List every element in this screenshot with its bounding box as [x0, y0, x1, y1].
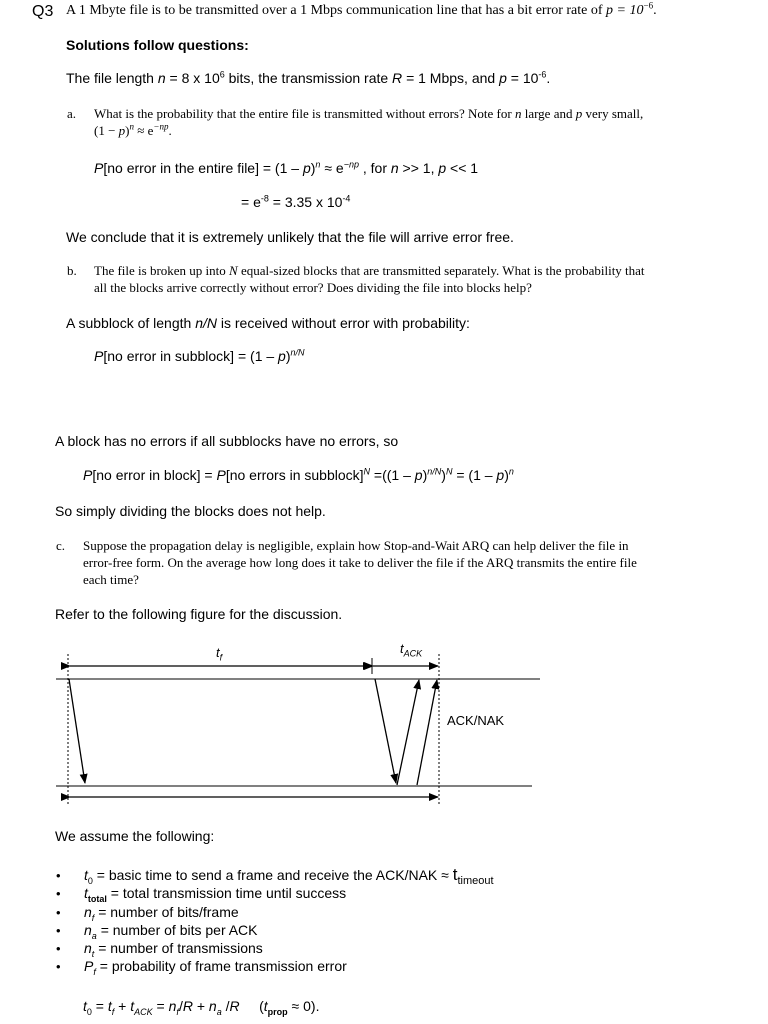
tack-label-t: t	[400, 641, 404, 656]
pb-eq2-b: [no errors in subblock]	[225, 467, 364, 483]
pa-eq1-e: >> 1,	[398, 160, 439, 176]
fl-R: R	[392, 70, 403, 86]
fl-text-6: .	[546, 70, 551, 86]
pb-eq2-P: P	[83, 467, 93, 483]
question-p: p = 10	[606, 3, 644, 18]
item-symbol: n	[84, 903, 92, 920]
tf-label-t: t	[216, 645, 220, 660]
pb-eq-P: P	[94, 348, 104, 364]
item-sub: t	[91, 948, 95, 959]
bullet: •	[56, 941, 61, 957]
part-c-refer: Refer to the following figure for the discussion.	[55, 606, 343, 622]
part-c-question-line2: error-free form. On the average how long does it take to deliver the file if the ARQ transmits the entire file	[83, 555, 637, 570]
item-text: = total transmission time until success	[106, 885, 347, 902]
pb-eq2-d: )	[422, 467, 428, 483]
fl-exp2: -6	[538, 69, 547, 80]
item-symbol: n	[84, 940, 92, 957]
pa-eq1-n: n	[390, 160, 399, 176]
fe-d: /	[178, 998, 183, 1014]
fe-tf: t	[107, 998, 112, 1014]
fl-exp: 6	[219, 69, 225, 80]
fe-subprop: prop	[267, 1006, 288, 1017]
part-c-question-line1: Suppose the propagation delay is negligible, explain how Stop-and-Wait ARQ can help deliver the file in	[83, 538, 629, 553]
pa-l2d: .	[168, 123, 172, 138]
fe-e: +	[192, 998, 209, 1014]
pa-eq2-b: = 3.35 x 10	[268, 194, 343, 210]
pa-eq2-exp: -8	[260, 193, 269, 204]
pb-eq2-expnN: n/N	[427, 466, 442, 477]
list-item	[56, 921, 494, 939]
list-item	[56, 865, 494, 887]
ack-nak-label: ACK/NAK	[447, 713, 505, 728]
pb-eq2-P2: P	[216, 467, 226, 483]
question-text-body: A 1 Mbyte file is to be transmitted over a 1 Mbps communication line that has a bit error rate of	[66, 3, 603, 18]
item-sub: f	[91, 912, 95, 923]
tack-label	[400, 641, 423, 659]
bullet: •	[56, 922, 61, 938]
final-equation	[83, 998, 320, 1017]
fe-R1: R	[182, 998, 193, 1014]
part-b-block-line: A block has no errors if all subblocks have no errors, so	[55, 433, 399, 449]
item-sub: f	[93, 967, 96, 978]
pb-eq-b: )	[285, 348, 291, 364]
ack-arrow-1	[397, 680, 419, 785]
list-item	[56, 884, 494, 905]
fl-text-4: = 1 Mbps, and	[406, 70, 496, 86]
pa-eq1-b: )	[310, 160, 316, 176]
pa-eq1-c: ≈ e	[320, 160, 344, 176]
pb-eq-p: p	[278, 348, 286, 364]
item-text: = probability of frame transmission error	[95, 958, 347, 975]
pb-sb-nN: n/N	[195, 315, 217, 331]
fl-text-2: = 8 x 10	[169, 70, 220, 86]
ack-arrow-2	[417, 680, 437, 785]
list-item	[56, 903, 494, 921]
pb-eq-a: [no error in subblock] = (1 –	[103, 348, 279, 364]
fe-R2: R	[229, 998, 240, 1014]
item-sub: 0	[87, 875, 93, 886]
pa-l2exp2: −np	[153, 121, 169, 132]
pa-l2exp: n	[129, 121, 135, 132]
item-sub: total	[87, 894, 107, 905]
item-text: = number of bits per ACK	[96, 921, 258, 938]
pb-eq2-c: =((1 –	[370, 467, 415, 483]
part-c-question-line3: each time?	[83, 572, 139, 587]
fl-text-5: = 10	[510, 70, 539, 86]
pa-l2c: ≈ e	[134, 123, 154, 138]
question-period: .	[653, 3, 657, 18]
fe-f: /	[221, 998, 230, 1014]
frame-arrow-first	[69, 679, 85, 783]
bullet: •	[56, 886, 61, 902]
part-b-conclusion: So simply dividing the blocks does not help.	[55, 503, 326, 519]
bullet: •	[56, 959, 61, 975]
fe-t0: t	[83, 998, 87, 1014]
fe-na: n	[208, 998, 217, 1014]
fe-subna: a	[216, 1006, 222, 1017]
fe-tprop: t	[263, 998, 268, 1014]
tf-label	[216, 645, 223, 663]
part-a-conclusion: We conclude that it is extremely unlikely that the file will arrive error free.	[66, 229, 514, 245]
item-text: = number of transmissions	[94, 940, 263, 957]
item-symbol: t	[84, 885, 88, 902]
part-c-letter: c.	[56, 538, 66, 553]
item-timeout-sub: timeout	[457, 874, 494, 887]
pa-eq1-a: [no error in the entire file] = (1 –	[103, 160, 303, 176]
pa-l2b: )	[125, 123, 130, 138]
part-b-letter: b.	[67, 263, 77, 278]
pb-l1b: equal-sized blocks that are transmitted separately. What is the probability that	[240, 263, 645, 278]
item-symbol: P	[84, 958, 94, 975]
assumptions-list	[56, 866, 494, 976]
pb-eq2-expN2: N	[445, 466, 453, 477]
fe-sub0: 0	[86, 1006, 92, 1017]
item-sub: a	[91, 930, 97, 941]
pa-n: n	[514, 106, 522, 121]
part-a-letter: a.	[67, 106, 77, 121]
pa-p: p	[575, 106, 583, 121]
item-timeout-t: t	[452, 865, 458, 884]
pb-l1a: The file is broken up into	[94, 263, 226, 278]
pb-eq2-expN: N	[363, 466, 371, 477]
pa-l1-tail: very small,	[585, 106, 644, 121]
part-b-question-line2: all the blocks arrive correctly without error? Does dividing the file into blocks help?	[94, 280, 532, 295]
list-item	[56, 957, 494, 978]
item-text: = basic time to send a frame and receive the ACK/NAK ≈	[92, 867, 453, 883]
pb-eq2-a: [no error in block] =	[92, 467, 217, 483]
pa-eq1-P: P	[94, 160, 104, 176]
pb-N: N	[229, 263, 238, 278]
pa-l2a: (1 −	[94, 123, 119, 138]
assume-heading: We assume the following:	[55, 828, 215, 844]
question-number: Q3	[32, 3, 54, 20]
fe-g: (	[239, 998, 264, 1014]
list-item	[56, 939, 494, 957]
pa-eq1-f: << 1	[446, 160, 479, 176]
fl-p: p	[499, 70, 507, 86]
pb-eq-exp: n/N	[290, 347, 305, 358]
bullet: •	[56, 868, 61, 883]
pb-sb-a: A subblock of length	[66, 315, 192, 331]
pb-eq2-e: )	[441, 467, 446, 483]
pa-eq2-a: = e	[241, 194, 261, 210]
pb-eq2-f: = (1 –	[452, 467, 497, 483]
pb-eq2-g: )	[504, 467, 509, 483]
pa-l1-end: large and	[524, 106, 573, 121]
pa-eq1-exp: n	[315, 159, 321, 170]
fe-subACK: ACK	[134, 1006, 153, 1017]
pa-l2p: p	[118, 123, 126, 138]
pb-sb-b: is received without error with probability:	[220, 315, 470, 331]
fl-n: n	[157, 70, 166, 86]
item-text: = number of bits/frame	[94, 903, 239, 920]
pa-l1: What is the probability that the entire file is transmitted without errors? Note for	[94, 106, 512, 121]
fe-nf: n	[168, 998, 177, 1014]
fl-text-1: The file length	[66, 70, 154, 86]
tf-label-sub: f	[219, 652, 223, 663]
pa-eq1-p2: p	[438, 160, 447, 176]
solutions-heading: Solutions follow questions:	[66, 37, 249, 53]
pa-eq1-p: p	[302, 160, 311, 176]
fe-tack: t	[130, 998, 135, 1014]
pb-eq2-p: p	[414, 467, 423, 483]
frame-arrow-retransmit	[375, 679, 396, 783]
fe-subf: f	[111, 1006, 115, 1017]
fe-a: =	[91, 998, 108, 1014]
pa-eq1-exp2: −np	[343, 159, 359, 170]
item-symbol: n	[84, 921, 92, 938]
question-p-exp: −6	[643, 0, 654, 11]
fe-h: ≈ 0).	[287, 998, 320, 1014]
pa-eq1-d: , for	[358, 160, 391, 176]
bullet: •	[56, 904, 61, 920]
fe-subnf: f	[176, 1006, 179, 1017]
pb-eq2-expn: n	[508, 466, 514, 477]
fe-b: +	[114, 998, 131, 1014]
item-symbol: t	[84, 867, 88, 883]
pb-eq2-p2: p	[496, 467, 505, 483]
fl-text-3: bits, the transmission rate	[228, 70, 389, 86]
pa-eq2-exp2: -4	[342, 193, 351, 204]
tack-label-sub: ACK	[403, 648, 423, 659]
fe-c: =	[152, 998, 169, 1014]
